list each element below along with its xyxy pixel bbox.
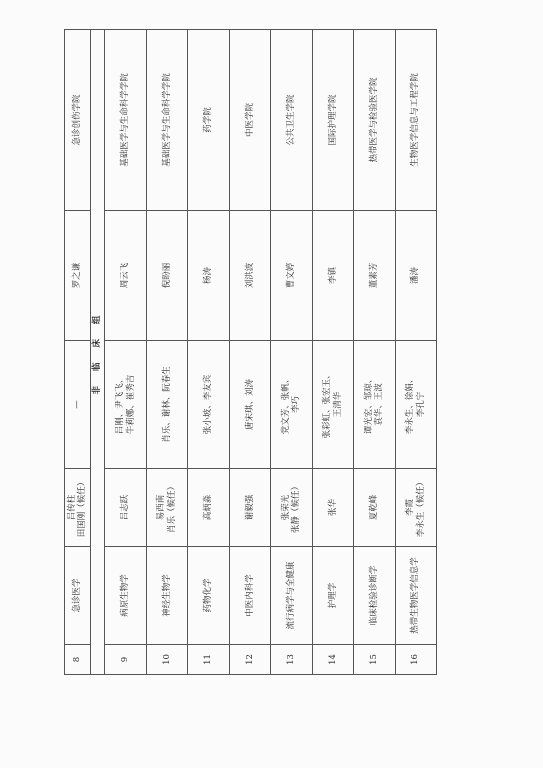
members-line: 李孔宁 [415, 391, 426, 418]
data-rows [105, 30, 437, 675]
secretary-cell: 周云飞 [105, 211, 146, 341]
unit-cell: 热带医学与检验医学院 [354, 30, 395, 211]
chief-cell [354, 469, 395, 547]
row-number: 12 [229, 645, 270, 675]
chief-line: 张荣光 [280, 494, 291, 521]
secretary-cell: 李镇 [312, 211, 353, 341]
members-cell [354, 341, 395, 469]
secretary-cell: 刘洪波 [229, 211, 270, 341]
chief-line: 张华 [327, 499, 338, 517]
department-cell: 护理学 [312, 547, 353, 645]
chief-cell [312, 469, 353, 547]
department-cell: 病原生物学 [105, 547, 146, 645]
secretary-cell: 曹文婷 [271, 211, 312, 341]
chief-line: 肖乐（候任） [167, 482, 177, 534]
members-line: 党文芳、张帆、 [280, 374, 291, 435]
secretary-cell: 董素芳 [354, 211, 395, 341]
unit-cell: 生物医学信息与工程学院 [395, 30, 437, 211]
members-line: 李巧 [291, 396, 302, 414]
members-cell [188, 341, 229, 469]
row-number: 15 [354, 645, 395, 675]
chief-line: 李霞 [405, 499, 416, 517]
table-row [312, 30, 353, 675]
chief-line: 易西南 [156, 494, 167, 521]
chief-line: 吕志跃 [120, 494, 131, 521]
table-row [65, 30, 91, 675]
secretary-cell: 倪盼丽 [146, 211, 187, 341]
department-cell: 中医内科学 [229, 547, 270, 645]
chief-cell [65, 469, 91, 547]
chief-line: 谢毅强 [244, 494, 255, 521]
members-line: 唐宋琪、刘涛 [244, 379, 255, 431]
members-line: 袁华、王波 [374, 383, 385, 426]
members-cell [146, 341, 187, 469]
chief-line: 张静（候任） [291, 482, 302, 534]
unit-cell: 中医学院 [229, 30, 270, 211]
unit-cell: 基础医学与生命科学学院 [105, 30, 146, 211]
table-row [146, 30, 187, 675]
chief-line: 夏乾峰 [368, 494, 379, 521]
members-cell [395, 341, 437, 469]
chief-cell [105, 469, 146, 547]
section-header: 非 临 床 组 [90, 30, 105, 675]
members-line: 张彩虹、张宏玉、 [322, 370, 333, 439]
members-line: 吕刚、尹飞飞、 [114, 374, 125, 435]
members-line: 张小坡、李友宾 [203, 374, 214, 435]
chief-cell [146, 469, 187, 547]
row-number: 8 [65, 645, 91, 675]
chief-cell [395, 469, 437, 547]
chief-line: 高炳淼 [203, 494, 214, 521]
members-line: 谭光宏、邹琼、 [363, 374, 374, 435]
chief-line: 田国刚（候任） [77, 477, 88, 538]
members-cell [312, 341, 353, 469]
unit-cell: 国际护理学院 [312, 30, 353, 211]
department-cell: 流行病学与全健康 [271, 547, 312, 645]
unit-cell: 基础医学与生命科学学院 [146, 30, 187, 211]
table-row [354, 30, 395, 675]
members-line: 李永生、徐娟、 [405, 374, 416, 435]
department-cell: 热带生物医学信息学 [395, 547, 437, 645]
row-number: 11 [188, 645, 229, 675]
members-cell [105, 341, 146, 469]
chief-cell [229, 469, 270, 547]
row-number: 9 [105, 645, 146, 675]
members-cell [229, 341, 270, 469]
members-line: 王清华 [332, 391, 343, 418]
row-number: 10 [146, 645, 187, 675]
members-cell [271, 341, 312, 469]
department-cell: 神经生物学 [146, 547, 187, 645]
committee-table [64, 29, 437, 675]
chief-cell [271, 469, 312, 547]
table-row [105, 30, 146, 675]
table-row [395, 30, 437, 675]
unit-cell: 药学院 [188, 30, 229, 211]
department-cell: 临床检验诊断学 [354, 547, 395, 645]
chief-line: 李永生（候任） [415, 477, 426, 538]
members-cell: — [65, 341, 91, 469]
secretary-cell: 潘涛 [395, 211, 437, 341]
secretary-cell: 杨涛 [188, 211, 229, 341]
department-cell: 药物化学 [188, 547, 229, 645]
row-number: 16 [395, 645, 437, 675]
table-row [188, 30, 229, 675]
rotated-table-wrapper [64, 30, 437, 675]
members-line: 牛莉娜、崔秀吉 [125, 374, 136, 435]
chief-cell [188, 469, 229, 547]
table-row [229, 30, 270, 675]
row-number: 14 [312, 645, 353, 675]
department-cell: 急诊医学 [65, 547, 91, 645]
members-line: 肖乐、谢林、阮春生 [161, 366, 172, 443]
row-number: 13 [271, 645, 312, 675]
unit-cell: 公共卫生学院 [271, 30, 312, 211]
chief-line: 吕传柱 [66, 494, 77, 521]
table-row [271, 30, 312, 675]
secretary-cell: 罗之谦 [65, 211, 91, 341]
unit-cell: 急诊创伤学院 [65, 30, 91, 211]
section-header-row [90, 30, 105, 675]
